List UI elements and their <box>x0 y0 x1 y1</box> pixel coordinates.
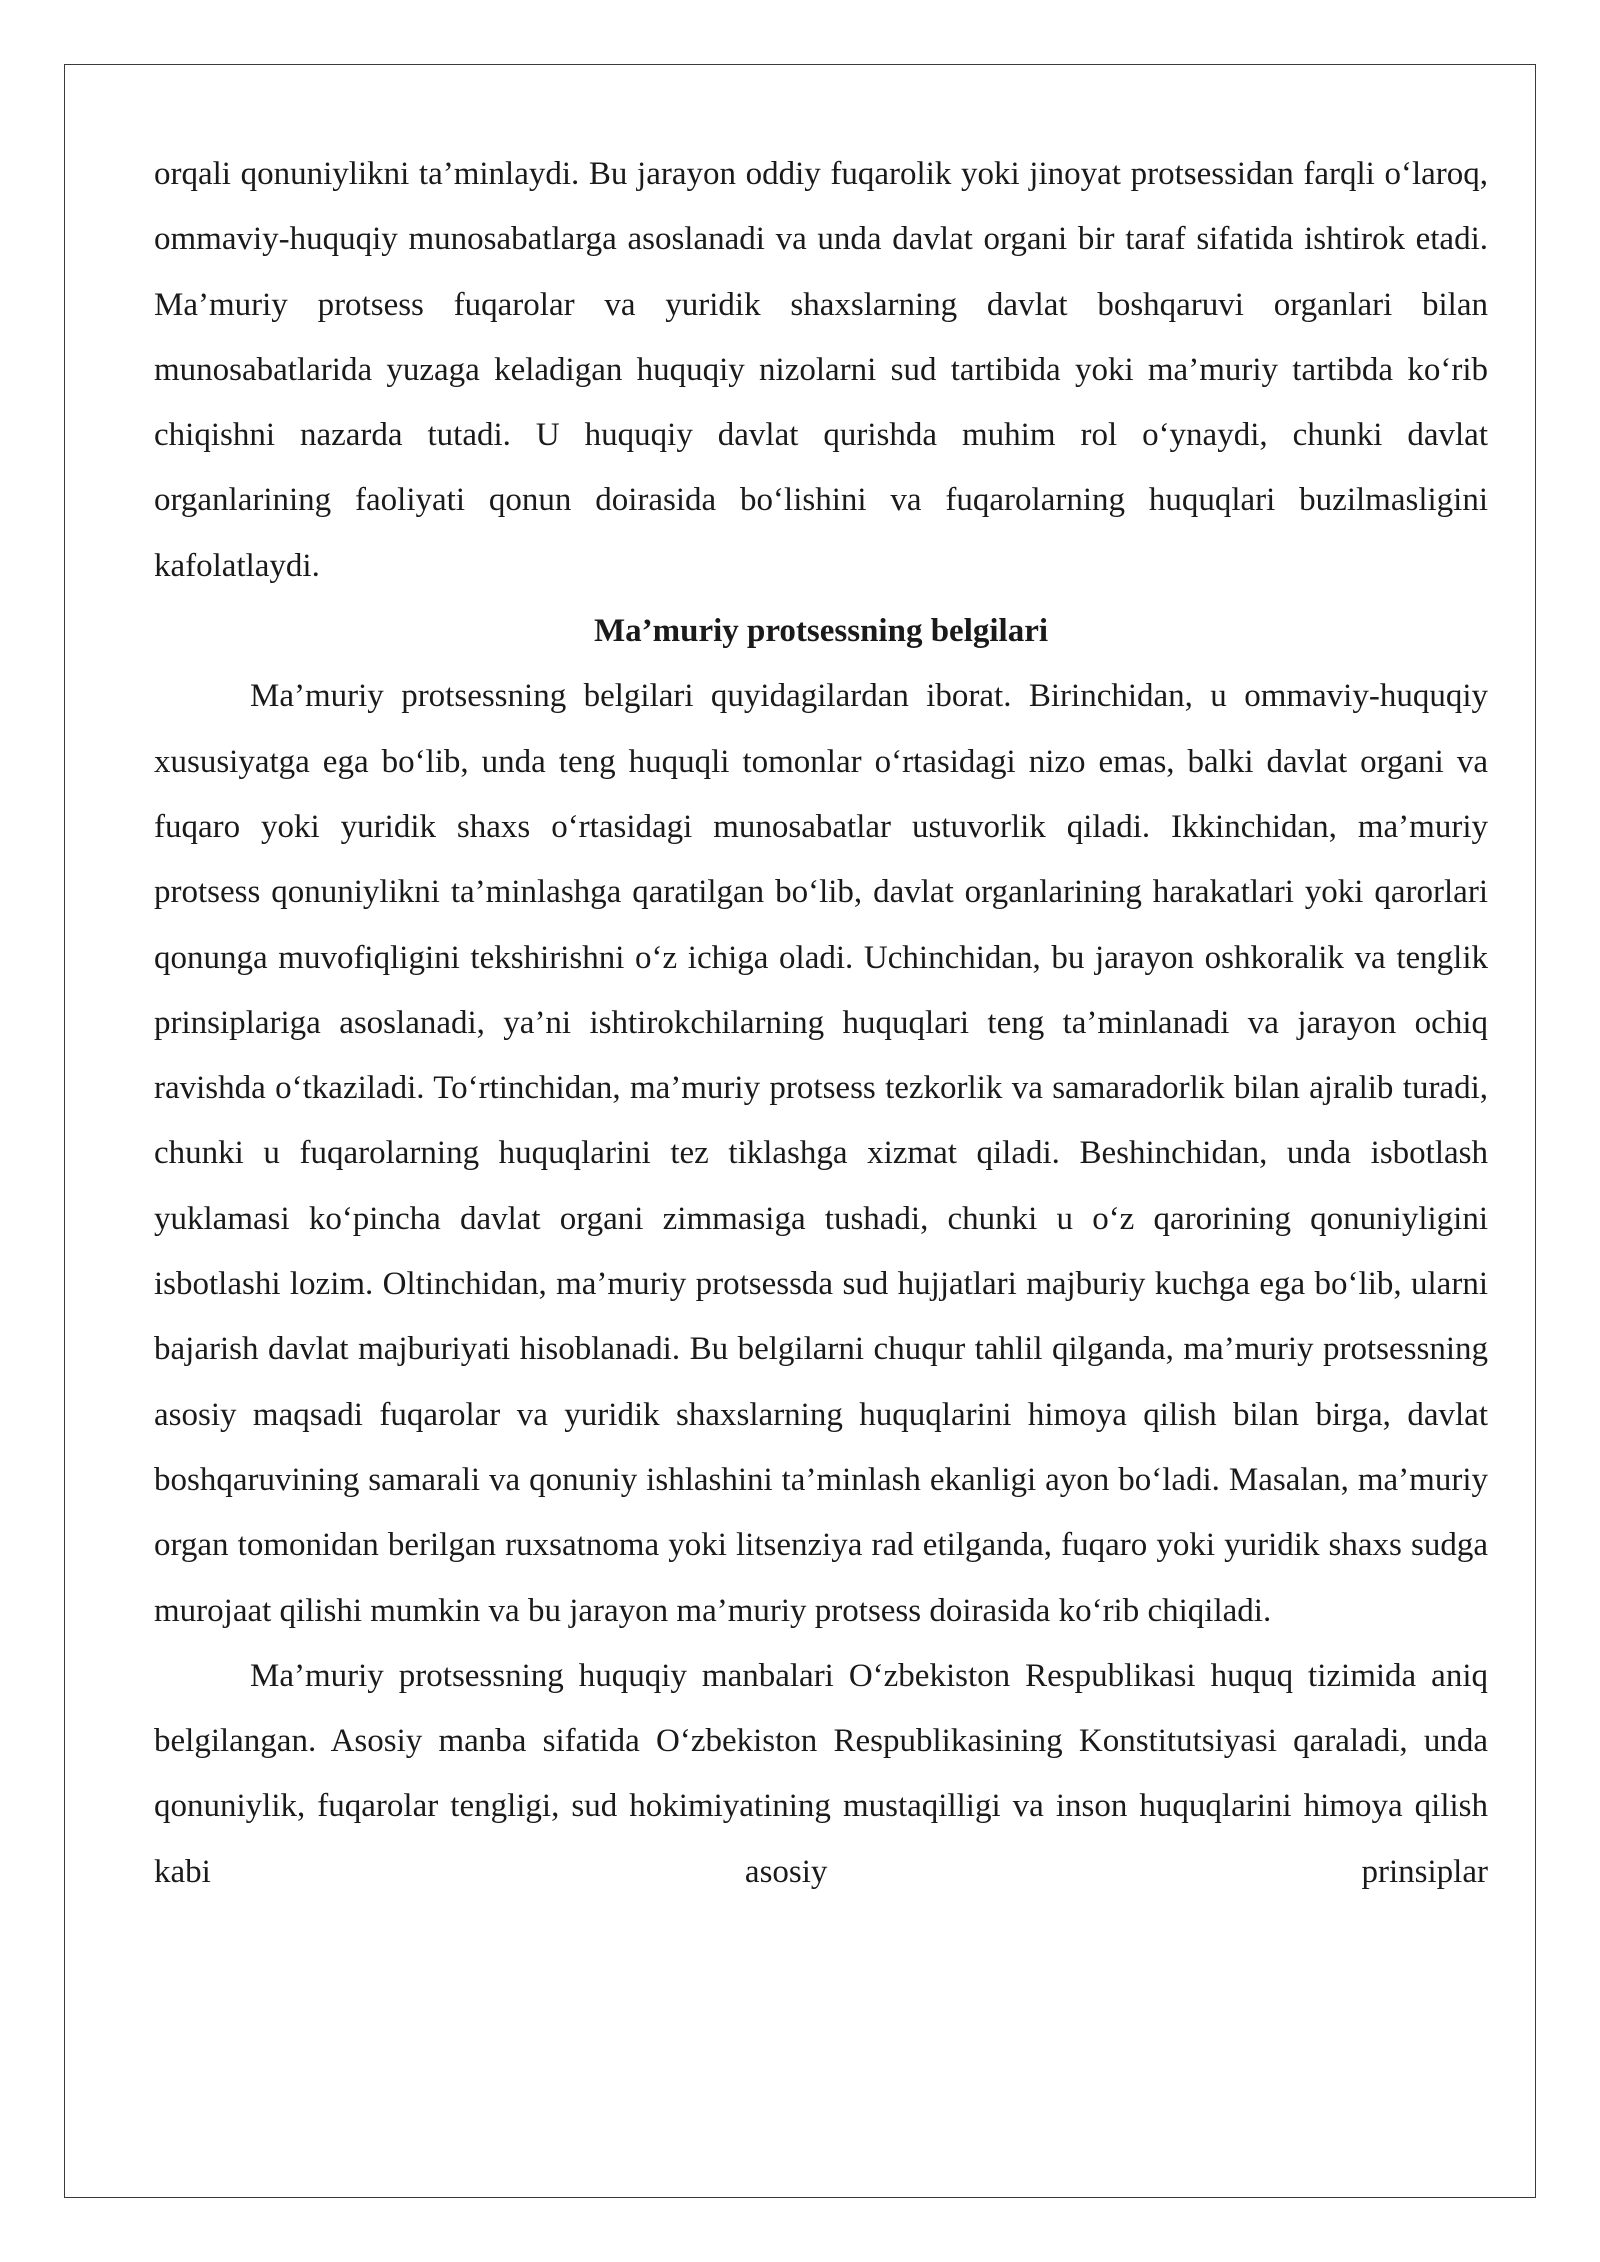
document-body <box>154 142 1488 1905</box>
paragraph-legal-sources: Ma’muriy protsessning huquqiy manbalari Oʻzbekiston Respublikasi huquq tizimida aniq belgilangan. Asosiy manba sifatida Oʻzbekiston Respublikasining Konstitutsiyasi qaraladi, unda qonuniylik, fuqarolar tengligi, sud hokimiyatining mustaqilligi va inson huquqlarini himoya qilish kabi asosiy prinsiplar <box>154 1657 1488 1890</box>
section-heading: Ma’muriy protsessning belgilari <box>593 613 1049 650</box>
paragraph-intro-continuation: orqali qonuniylikni ta’minlaydi. Bu jarayon oddiy fuqarolik yoki jinoyat protsessidan farqli oʻlaroq, ommaviy-huquqiy munosabatlarga asoslanadi va unda davlat organi bir taraf sifatida ishtirok etadi. Ma’muriy protsess fuqarolar va yuridik shaxslarning davlat boshqaruvi organlari bilan munosabatlarida yuzaga keladigan huquqiy nizolarni sud tartibida yoki ma’muriy tartibda koʻrib chiqishni nazarda tutadi. U huquqiy davlat qurishda muhim rol oʻynaydi, chunki davlat organlarining faoliyati qonun doirasida boʻlishini va fuqarolarning huquqlari buzilmasligini kafolatlaydi. <box>154 156 1488 584</box>
paragraph-features: Ma’muriy protsessning belgilari quyidagilardan iborat. Birinchidan, u ommaviy-huquqiy xususiyatga ega boʻlib, unda teng huquqli tomonlar oʻrtasidagi nizo emas, balki davlat organi va fuqaro yoki yuridik shaxs oʻrtasidagi munosabatlar ustuvorlik qiladi. Ikkinchidan, ma’muriy protsess qonuniylikni ta’minlashga qaratilgan boʻlib, davlat organlarining harakatlari yoki qarorlari qonunga muvofiqligini tekshirishni oʻz ichiga oladi. Uchinchidan, bu jarayon oshkoralik va tenglik prinsiplariga asoslanadi, ya’ni ishtirokchilarning huquqlari teng ta’minlanadi va jarayon ochiq ravishda oʻtkaziladi. Toʻrtinchidan, ma’muriy protsess tezkorlik va samaradorlik bilan ajralib turadi, chunki u fuqarolarning huquqlarini tez tiklashga xizmat qiladi. Beshinchidan, unda isbotlash yuklamasi koʻpincha davlat organi zimmasiga tushadi, chunki u oʻz qarorining qonuniyligini isbotlashi lozim. Oltinchidan, ma’muriy protsessda sud hujjatlari majburiy kuchga ega boʻlib, ularni bajarish davlat majburiyati hisoblanadi. Bu belgilarni chuqur tahlil qilganda, ma’muriy protsessning asosiy maqsadi fuqarolar va yuridik shaxslarning huquqlarini himoya qilish bilan birga, davlat boshqaruvining samarali va qonuniy ishlashini ta’minlash ekanligi ayon boʻladi. Masalan, ma’muriy organ tomonidan berilgan ruxsatnoma yoki litsenziya rad etilganda, fuqaro yoki yuridik shaxs sudga murojaat qilishi mumkin va bu jarayon ma’muriy protsess doirasida koʻrib chiqiladi. <box>154 678 1488 1629</box>
